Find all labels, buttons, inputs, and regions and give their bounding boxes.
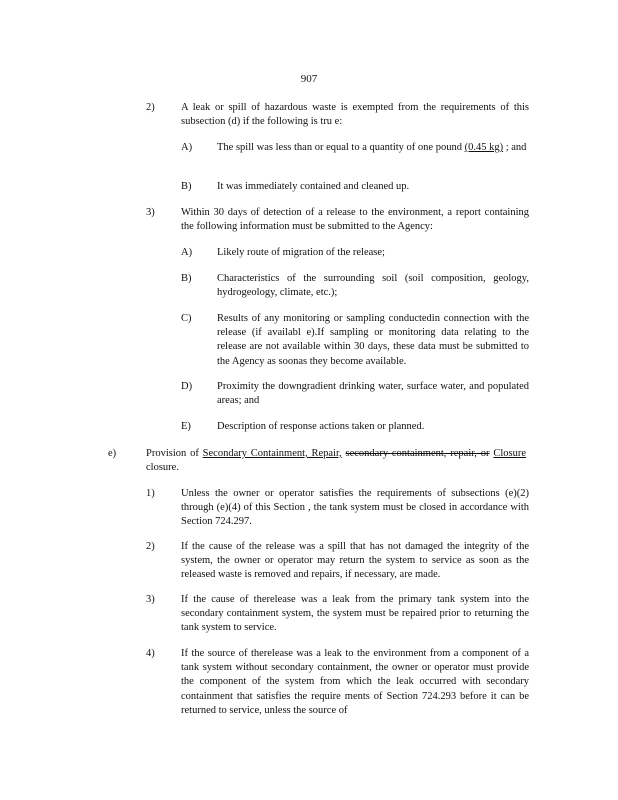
item-3-label: 3) (146, 207, 155, 218)
item-e4-label: 4) (146, 648, 155, 659)
item-3E-text: Description of response actions taken or planned. (217, 421, 425, 432)
item-e1-text: Unless the owner or operator satisfies the requirements of subsections (e)(2) through (e)(4) of this Section , the tank system must be closed in accordance with Section 724.297. (181, 488, 529, 528)
section-e-underlined-2: Closure (493, 448, 527, 459)
item-2A-text-before: The spill was less than or equal to a quantity of one pound (217, 142, 465, 153)
item-3A-label: A) (181, 247, 193, 258)
item-3B-label: B) (181, 273, 192, 284)
item-3C-text: Results of any monitoring or sampling conductedin connection with the release (if availabl e).If sampling or monitoring data relating to the release are not available within 30 days, these data must be submitted to the Agency as soonas they become available. (217, 313, 529, 367)
section-e-text-before: Provision of (146, 448, 203, 459)
item-3D-text: Proximity the downgradient drinking water, surface water, and populated areas; and (217, 381, 529, 407)
section-e-label: e) (108, 448, 117, 459)
item-e4-text: If the source of therelease was a leak to the environment from a component of a tank system without secondary containment, the owner or operator must provide the component of the system from which the leak occurred with secondary containment that satisfies the require ments of Section 724.293 before it can be returned to service, unless the source of (181, 648, 529, 716)
section-e-underlined-1: Secondary Containment, Repair, (202, 448, 342, 459)
item-e3-label: 3) (146, 594, 155, 605)
item-3B-text: Characteristics of the surrounding soil (soil composition, geology, hydrogeology, climate, etc.); (217, 273, 529, 299)
item-2-label: 2) (146, 102, 155, 113)
item-e1-label: 1) (146, 488, 155, 499)
item-2A-text-after: ; and (503, 142, 527, 153)
item-e2-label: 2) (146, 541, 155, 552)
item-2-text: A leak or spill of hazardous waste is exempted from the requirements of this subsection (d) if the following is tru e: (181, 102, 529, 128)
item-3C-label: C) (181, 313, 192, 324)
item-2B-label: B) (181, 181, 192, 192)
item-3A-text: Likely route of migration of the release; (217, 247, 385, 258)
item-e3-text: If the cause of therelease was a leak from the primary tank system into the secondary containment system, the system must be repaired prior to returning the tank system to service. (181, 594, 529, 634)
item-3D-label: D) (181, 381, 193, 392)
section-e-heading (146, 447, 526, 475)
section-e-struck: secondary containment, repair, or (345, 448, 490, 459)
item-2A-label: A) (181, 142, 193, 153)
item-3-text: Within 30 days of detection of a release to the environment, a report containing the following information must be submitted to the Agency: (181, 207, 529, 233)
item-2A-underlined: (0.45 kg) (464, 142, 504, 153)
section-e-text-after: closure. (146, 462, 179, 474)
item-2A-text (217, 141, 529, 155)
item-e2-text: If the cause of the release was a spill that has not damaged the integrity of the system, the owner or operator may return the system to service as soon as the released waste is removed and repairs, if necessary, are made. (181, 541, 529, 581)
item-3E-label: E) (181, 421, 191, 432)
item-2B-text: It was immediately contained and cleaned up. (217, 181, 410, 192)
page-number: 907 (300, 73, 318, 85)
